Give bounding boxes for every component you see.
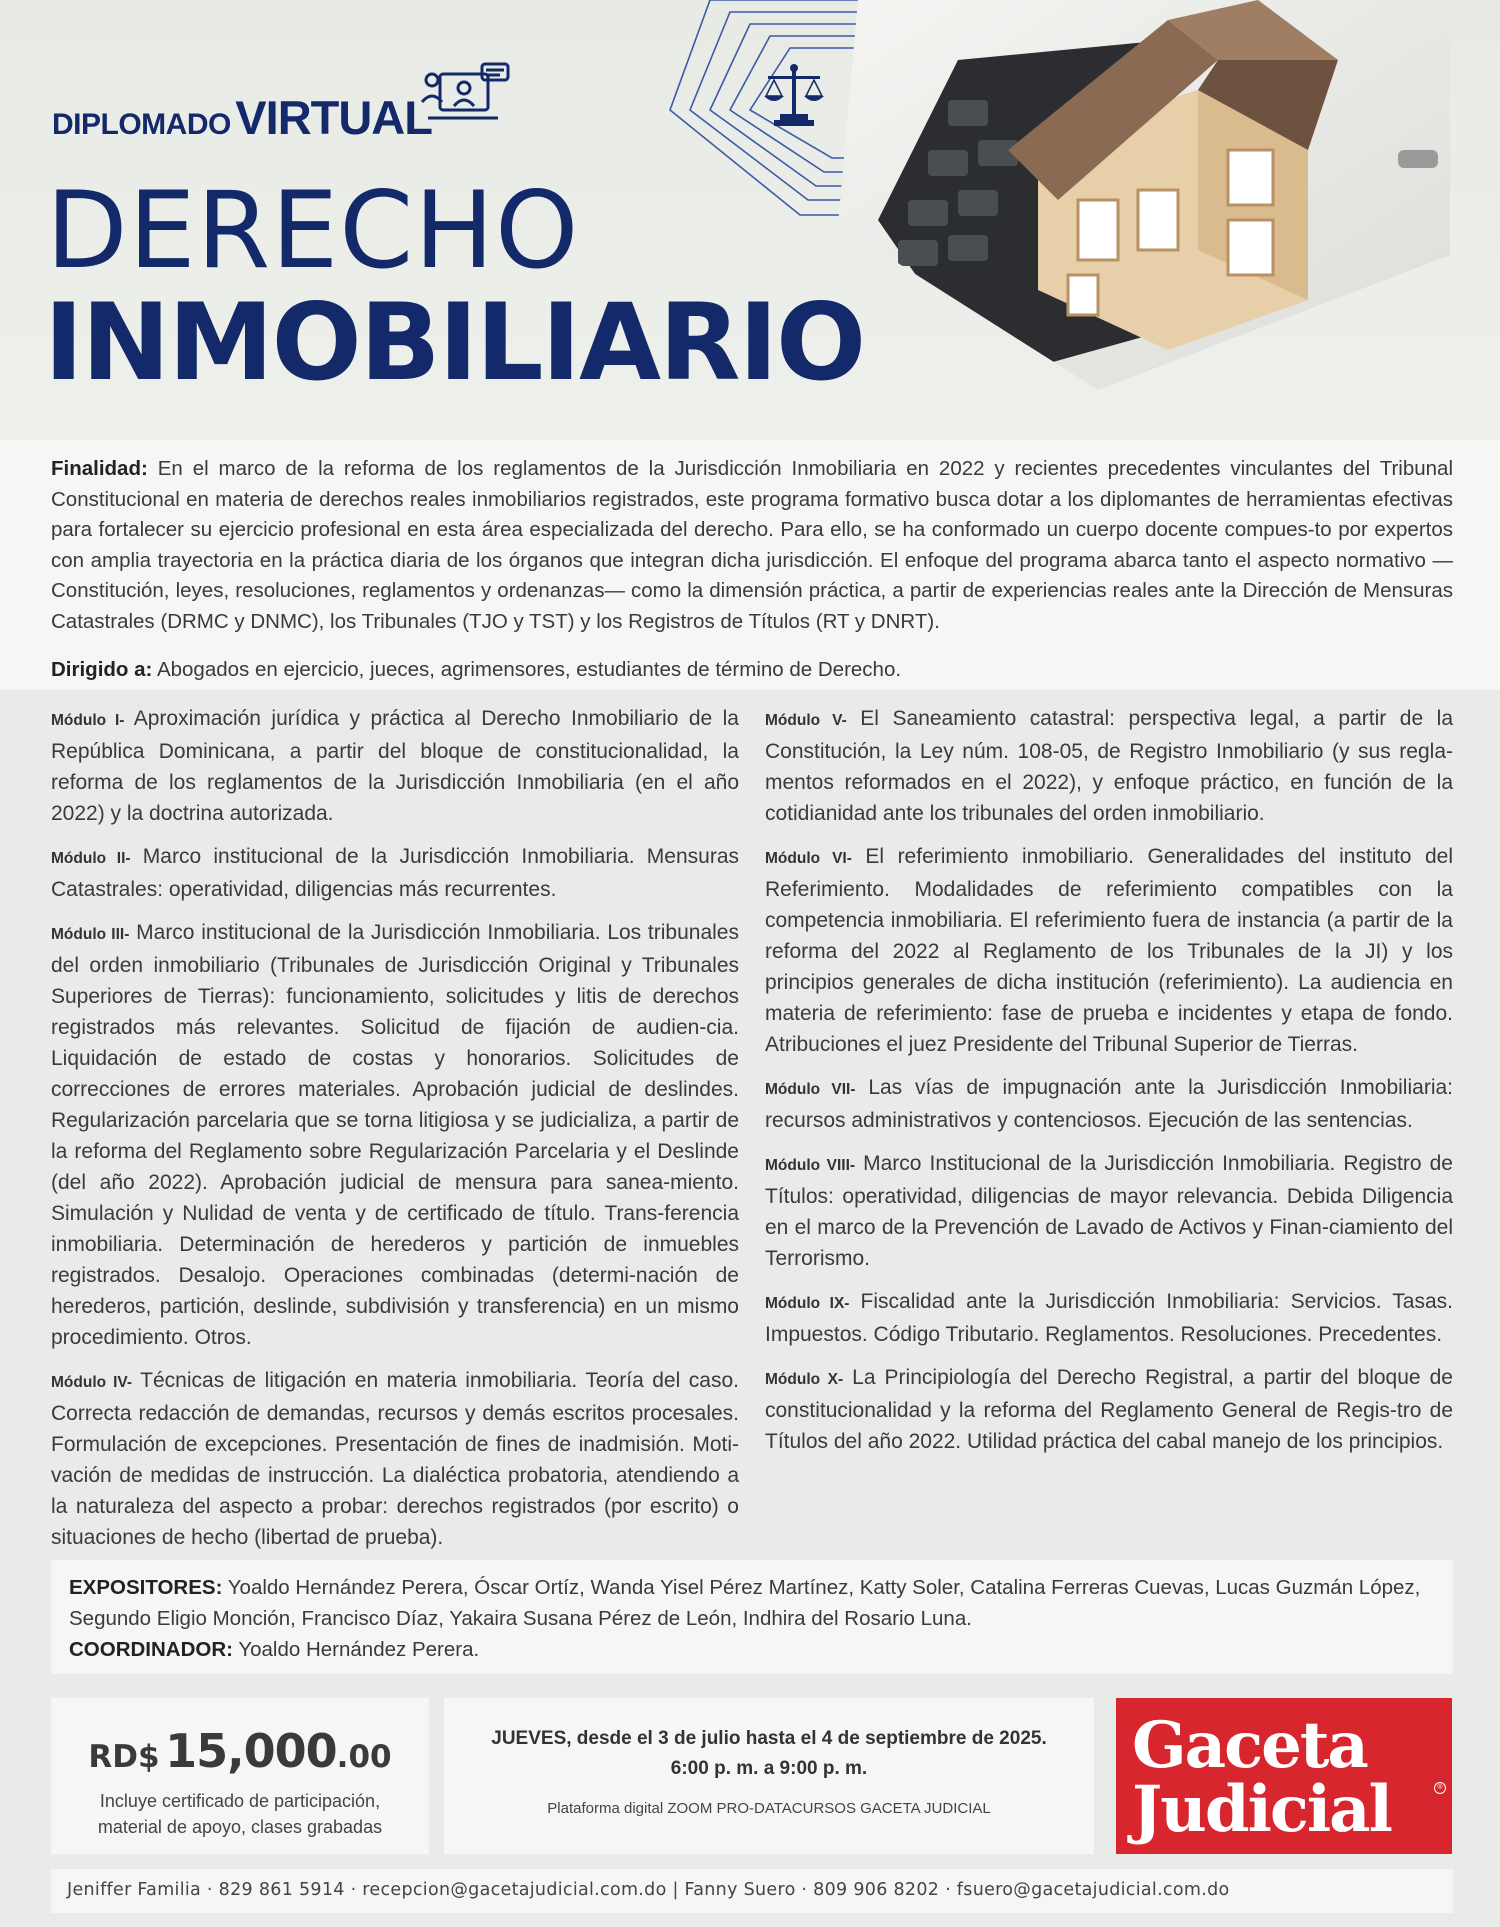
- dirigido-paragraph: [51, 655, 1453, 686]
- module-text: El Saneamiento catastral: perspectiva legal, a partir de la Constitución, la Ley núm. 108-05, de Registro Inmobiliario (y sus regla-mentos reformados en el 2022), y enfoque práctico, en función de la cotidianidad ante los tribunales del orden inmobiliario.: [765, 707, 1454, 825]
- price-cents: .00: [336, 1739, 392, 1775]
- diplomado-label: DIPLOMADO: [52, 108, 231, 141]
- house-on-calculator-photo: [838, 0, 1450, 395]
- module-7: [765, 1072, 1453, 1136]
- price-box: [51, 1698, 429, 1854]
- schedule-dates: JUEVES, desde el 3 de julio hasta el 4 de septiembre de 2025.: [491, 1728, 1047, 1749]
- module-label: Módulo VII-: [765, 1081, 856, 1098]
- virtual-class-icon: [420, 62, 520, 132]
- schedule-box: [444, 1698, 1094, 1854]
- modules-right-column: [765, 703, 1453, 1469]
- logo-line-2: Judicial: [1132, 1772, 1391, 1847]
- coordinador-name: Yoaldo Hernández Perera.: [238, 1638, 480, 1661]
- module-label: Módulo IX-: [765, 1295, 850, 1312]
- module-1: [51, 703, 739, 829]
- module-10: [765, 1362, 1453, 1457]
- title-line-1: DERECHO: [46, 169, 580, 292]
- module-label: Módulo X-: [765, 1371, 844, 1388]
- speakers-box: [51, 1560, 1453, 1674]
- module-text: Aproximación jurídica y práctica al Derecho Inmobiliario de la República Dominicana, a partir del bloque de constitucionalidad, la reforma de los reglamentos de la Jurisdicción Inmobiliaria (en el año 2022) y la doctrina autorizada.: [51, 707, 739, 825]
- module-5: [765, 703, 1453, 829]
- module-6: [765, 841, 1453, 1060]
- module-label: Módulo IV-: [51, 1374, 133, 1391]
- module-text: Marco Institucional de la Jurisdicción Inmobiliaria. Registro de Títulos: operatividad, diligencias de mayor relevancia. Debida Diligencia en el marco de la Prevención de Lavado de Activos y Finan-ciamiento del Terrorismo.: [765, 1152, 1453, 1270]
- module-text: El referimiento inmobiliario. Generalidades del instituto del Referimiento. Modalidades de referimiento compatibles con la competencia inmobiliaria. El referimiento fuera de instancia (a partir de la reforma del 2022 al Reglamento de los Tribunales de la JI) y los principios generales de dicha institución (referimiento). La audiencia en materia de referimiento: fase de prueba e incidentes y etapa de fondo. Atribuciones el juez Presidente del Tribunal Superior de Tierras.: [765, 845, 1453, 1056]
- module-text: Marco institucional de la Jurisdicción Inmobiliaria. Los tribunales del orden inmobiliario (Tribunales de Jurisdicción Original y Tribunales Superiores de Tierras): funcionamiento, solicitudes y litis de derechos registrados más relevantes. Solicitud de fijación de audien-cia. Liquidación de estado de costas y honorarios. Solicitudes de correcciones de errores materiales. Aprobación judicial de deslindes. Regularización parcelaria que se torna litigiosa y se judicializa, a partir de la reforma del Reglamento sobre Regularización Parcelaria y el Deslinde (del año 2022). Aprobación judicial de mensura para sanea-miento. Simulación y Nulidad de venta y de certificado de título. Trans-ferencia inmobiliaria. Determinación de herederos y partición de inmuebles registrados. Desalojo. Operaciones combinadas (determi-nación de herederos, partición, deslinde, subdivisión y transferencia) en un mismo procedimiento. Otros.: [51, 921, 739, 1349]
- finalidad-paragraph: [51, 454, 1453, 637]
- price-note: [51, 1788, 429, 1840]
- dirigido-label: Dirigido a:: [51, 658, 153, 681]
- logo-line-1: Gaceta: [1132, 1708, 1367, 1783]
- gaceta-judicial-logo: [1116, 1698, 1452, 1854]
- dirigido-text: Abogados en ejercicio, jueces, agrimensores, estudiantes de término de Derecho.: [156, 658, 902, 681]
- module-text: Fiscalidad ante la Jurisdicción Inmobiliaria: Servicios. Tasas. Impuestos. Código Tributario. Reglamentos. Resoluciones. Precedentes.: [765, 1290, 1453, 1346]
- module-label: Módulo VIII-: [765, 1157, 856, 1174]
- module-text: Técnicas de litigación en materia inmobiliaria. Teoría del caso. Correcta redacción de demandas, recursos y demás escritos procesales. Formulación de excepciones. Presentación de fines de inadmisión. Moti-vación de medidas de instrucción. La dialéctica probatoria, atendiendo a la naturaleza del aspecto a probar: derechos registrados (por escrito) o situaciones de hecho (libertad de prueba).: [51, 1369, 739, 1549]
- schedule-time: 6:00 p. m. a 9:00 p. m.: [670, 1758, 868, 1779]
- contact-text: Jeniffer Familia · 829 861 5914 · recepcion@gacetajudicial.com.do | Fanny Suero · 809 906 8202 · fsuero@gacetajudicial.com.do: [67, 1880, 1230, 1900]
- expositores-list: Yoaldo Hernández Perera, Óscar Ortíz, Wanda Yisel Pérez Martínez, Katty Soler, Catalina Ferreras Cuevas, Lucas Guzmán López, Segundo Eligio Monción, Francisco Díaz, Yakaira Susana Pérez de León, Indhira del Rosario Luna.: [69, 1576, 1421, 1630]
- price: [51, 1724, 429, 1778]
- module-9: [765, 1286, 1453, 1350]
- module-text: Las vías de impugnación ante la Jurisdicción Inmobiliaria: recursos administrativos y contenciosos. Ejecución de las sentencias.: [765, 1076, 1453, 1132]
- registered-mark: ®: [1434, 1782, 1446, 1794]
- module-label: Módulo III-: [51, 926, 130, 943]
- module-label: Módulo VI-: [765, 850, 852, 867]
- module-label: Módulo I-: [51, 712, 125, 729]
- module-text: Marco institucional de la Jurisdicción Inmobiliaria. Mensuras Catastrales: operatividad, diligencias más recurrentes.: [51, 845, 740, 901]
- module-4: [51, 1365, 739, 1553]
- title-line-2: INMOBILIARIO: [44, 281, 865, 404]
- module-8: [765, 1148, 1453, 1274]
- coordinador-label: COORDINADOR:: [69, 1638, 233, 1661]
- price-currency: RD$: [88, 1739, 160, 1775]
- price-amount: 15,000: [165, 1724, 337, 1778]
- virtual-label: VIRTUAL: [235, 91, 432, 144]
- finalidad-label: Finalidad:: [51, 457, 148, 480]
- schedule-platform: Plataforma digital ZOOM PRO-DATACURSOS GACETA JUDICIAL: [547, 1800, 991, 1817]
- speakers-text: [69, 1572, 1439, 1665]
- module-label: Módulo V-: [765, 712, 847, 729]
- expositores-label: EXPOSITORES:: [69, 1576, 223, 1599]
- finalidad-text: En el marco de la reforma de los reglamentos de la Jurisdicción Inmobiliaria en 2022 y recientes precedentes vinculantes del Tribunal Constitucional en materia de derechos reales inmobiliarios registrados, este programa formativo busca dotar a los diplomantes de herramientas efectivas para fortalecer su ejercicio profesional en esta área especializada del derecho. Para ello, se ha conformado un cuerpo docente compues-to por expertos con amplia trayectoria en la práctica diaria de los órganos que integran dicha jurisdicción. El enfoque del programa abarca tanto el aspecto normativo —Constitución, leyes, resoluciones, reglamentos y ordenanzas— como la dimensión práctica, a partir de experiencias reales ante la Dirección de Mensuras Catastrales (DRMC y DNMC), los Tribunales (TJO y TST) y los Registros de Títulos (RT y DNRT).: [51, 457, 1453, 633]
- scales-of-justice-icon: [762, 62, 826, 128]
- module-3: [51, 917, 739, 1353]
- module-2: [51, 841, 739, 905]
- module-label: Módulo II-: [51, 850, 131, 867]
- contact-bar: [51, 1869, 1453, 1913]
- module-text: La Principiología del Derecho Registral, a partir del bloque de constitucionalidad y la reforma del Reglamento General de Regis-tro de Títulos del año 2022. Utilidad práctica del cabal manejo de los principios.: [765, 1366, 1453, 1453]
- diplomado-heading: [52, 90, 432, 145]
- modules-left-column: [51, 703, 739, 1565]
- price-note-line-2: material de apoyo, clases grabadas: [97, 1817, 383, 1837]
- price-note-line-1: Incluye certificado de participación,: [99, 1791, 381, 1811]
